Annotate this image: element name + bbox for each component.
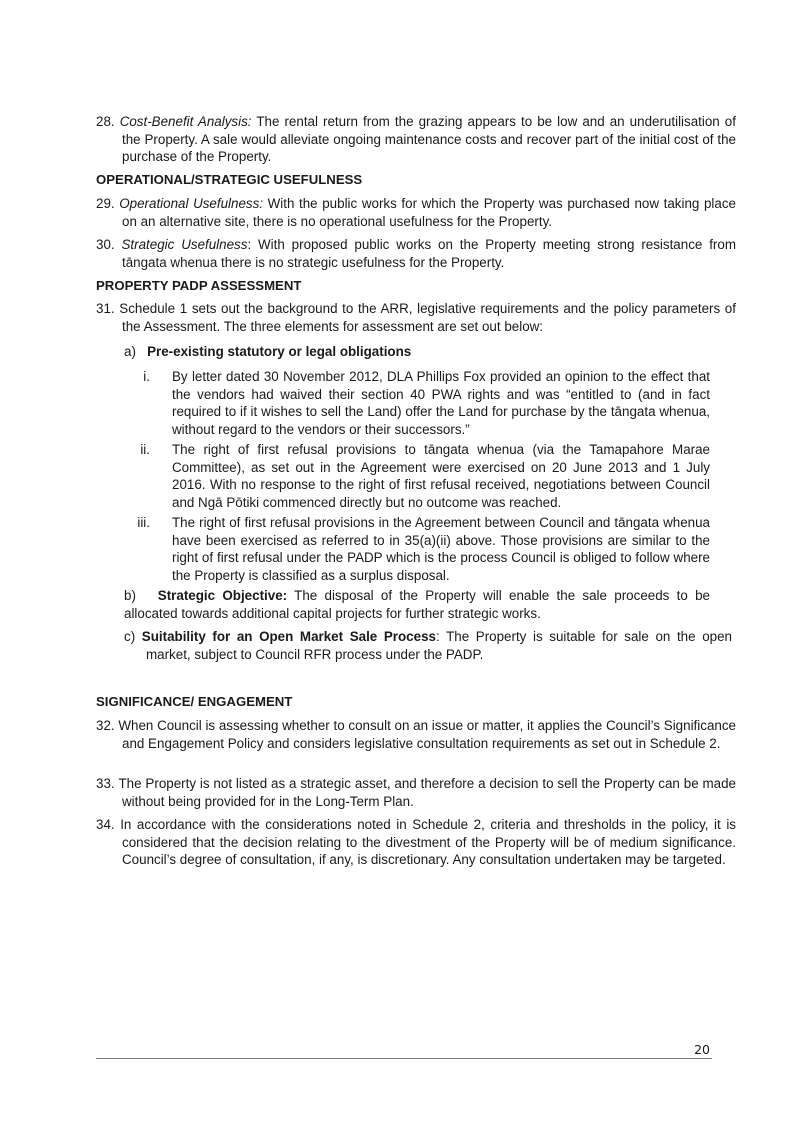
- page-number: 20: [694, 1042, 710, 1057]
- subitem-text: The disposal of the Property will enable the sale proceeds to be allocated towards additional capital projects for further strategic works.: [124, 588, 710, 621]
- paragraph-number: 28.: [96, 114, 115, 129]
- subitem-marker: c): [124, 629, 136, 644]
- paragraph-text: With the public works for which the Property was purchased now taking place on an alternative site, there is no operational usefulness for the Property.: [122, 196, 736, 229]
- footer-divider: [96, 1058, 712, 1059]
- roman-marker: ii.: [140, 442, 150, 457]
- paragraph-label: Cost-Benefit Analysis:: [119, 114, 252, 129]
- paragraph-text: When Council is assessing whether to consult on an issue or matter, it applies the Council’s Significance and Engagement Policy and considers legislative consultation requirements as set out in Schedule 2.: [118, 718, 736, 751]
- subitem-label: Pre-existing statutory or legal obligations: [147, 344, 412, 359]
- paragraph-number: 32.: [96, 718, 115, 733]
- paragraph-34: [96, 816, 736, 869]
- subitem-a: [124, 343, 710, 361]
- paragraph-number: 29.: [96, 196, 115, 211]
- subitem-text: : The Property is suitable for sale on the open market, subject to Council RFR process under the PADP.: [146, 629, 732, 662]
- paragraph-label: Strategic Usefulness: [121, 237, 248, 252]
- subitem-label: Strategic Objective:: [157, 588, 288, 603]
- paragraph-text: Schedule 1 sets out the background to the ARR, legislative requirements and the policy parameters of the Assessment. The three elements for assessment are set out below:: [119, 301, 736, 334]
- roman-text: The right of first refusal provisions to tāngata whenua (via the Tamapahore Marae Committee), as set out in the Agreement were exercised on 20 June 2013 and 1 July 2016. With no response to the right of first refusal received, negotiations between Council and Ngā Pōtiki commenced directly but no outcome was reached.: [172, 442, 710, 510]
- roman-text: By letter dated 30 November 2012, DLA Phillips Fox provided an opinion to the effect that the vendors had waived their section 40 PWA rights and was “entitled to (and in fact required to if it wishes to sell the Land) offer the Land for purchase by the tāngata whenua, without regard to the vendors or their successors.”: [172, 369, 710, 437]
- subitem-marker: b): [124, 588, 136, 603]
- paragraph-text: In accordance with the considerations noted in Schedule 2, criteria and thresholds in the policy, it is considered that the decision relating to the divestment of the Property will be of medium significance. Council’s degree of consultation, if any, is discretionary. Any consultation undertaken may be targeted.: [120, 817, 736, 867]
- paragraph-text: : With proposed public works on the Property meeting strong resistance from tāngata whenua there is no strategic usefulness for the Property.: [122, 237, 736, 270]
- paragraph-29: [96, 195, 736, 230]
- roman-marker: i.: [143, 369, 150, 384]
- section-heading-operational: OPERATIONAL/STRATEGIC USEFULNESS: [96, 172, 363, 187]
- paragraph-32: [96, 717, 736, 752]
- paragraph-33: [96, 775, 736, 810]
- section-heading-significance: SIGNIFICANCE/ ENGAGEMENT: [96, 694, 293, 709]
- paragraph-text: The Property is not listed as a strategic asset, and therefore a decision to sell the Property can be made without being provided for in the Long-Term Plan.: [118, 776, 736, 809]
- paragraph-number: 31.: [96, 301, 115, 316]
- subitem-c: [124, 628, 732, 663]
- section-heading-padp: PROPERTY PADP ASSESSMENT: [96, 278, 302, 293]
- subitem-b: [124, 587, 710, 622]
- roman-text: The right of first refusal provisions in the Agreement between Council and tāngata whenua have been exercised as referred to in 35(a)(ii) above. Those provisions are similar to the right of first refusal under the PADP which is the process Council is obliged to follow where the Property is classified as a surplus disposal.: [172, 515, 710, 583]
- paragraph-28: [96, 113, 736, 166]
- paragraph-number: 34.: [96, 817, 115, 832]
- paragraph-label: Operational Usefulness:: [119, 196, 264, 211]
- subitem-label: Suitability for an Open Market Sale Process: [141, 629, 436, 644]
- paragraph-30: [96, 236, 736, 271]
- paragraph-text: The rental return from the grazing appears to be low and an underutilisation of the Property. A sale would alleviate ongoing maintenance costs and recover part of the initial cost of the purchase of the Property.: [122, 114, 736, 164]
- paragraph-31: [96, 300, 736, 335]
- roman-marker: iii.: [137, 515, 150, 530]
- paragraph-number: 33.: [96, 776, 115, 791]
- paragraph-number: 30.: [96, 237, 115, 252]
- subitem-marker: a): [124, 344, 136, 359]
